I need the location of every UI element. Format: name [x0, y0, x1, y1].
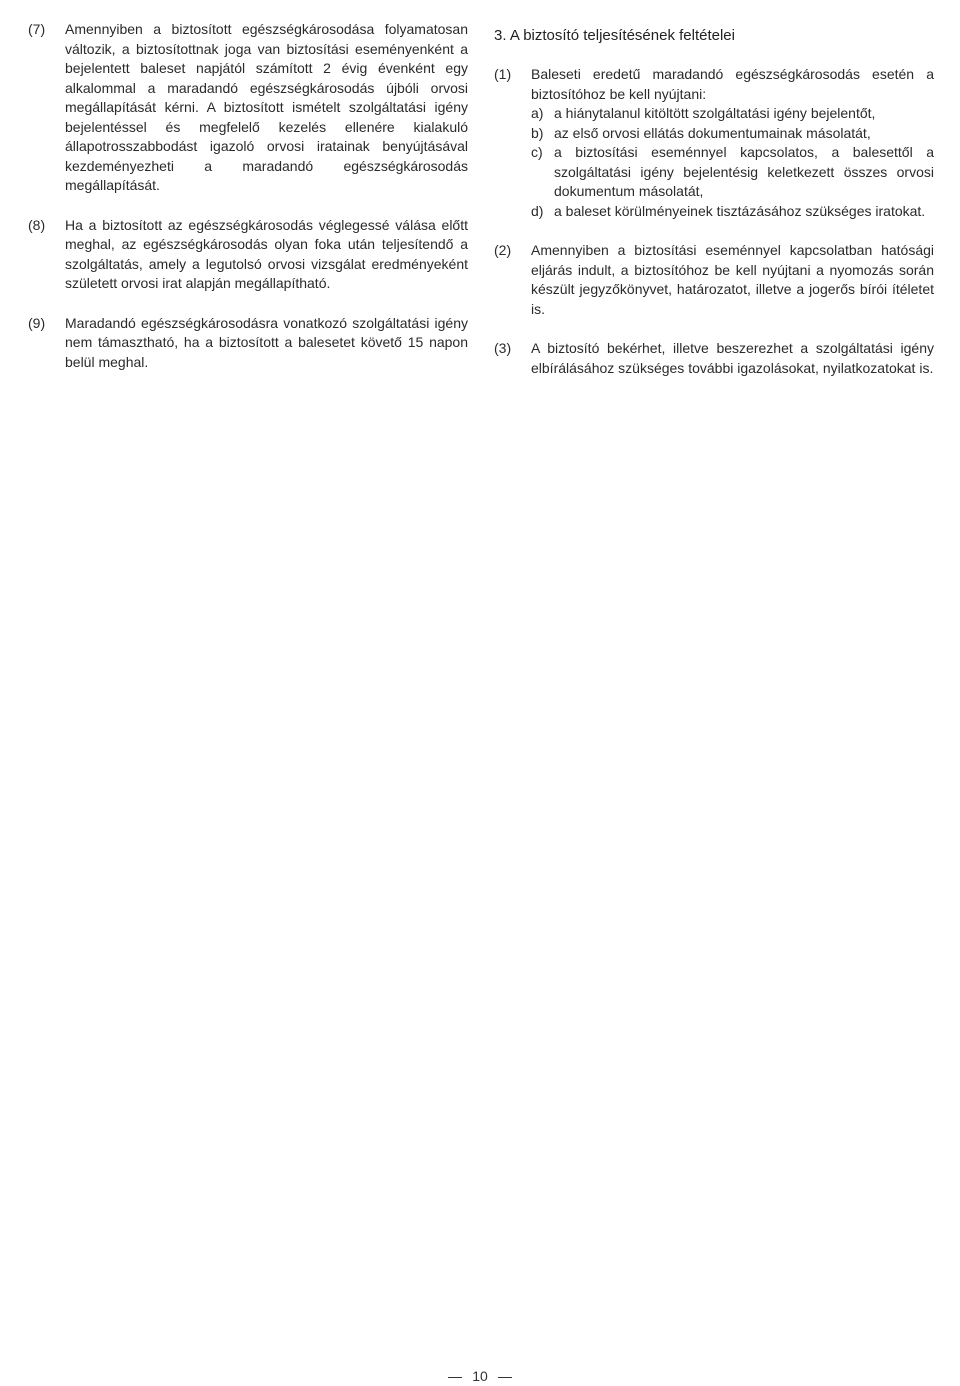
paragraph-number: (2)	[494, 242, 512, 258]
paragraph-number: (1)	[494, 66, 512, 82]
paragraph-2	[494, 241, 934, 319]
paragraph-text: Maradandó egészségkárosodásra vonatkozó szolgáltatási igény nem támasztható, ha a biztosított a balesetet követő 15 napon belül meghal.	[65, 314, 468, 370]
footer-dash-right	[498, 1377, 512, 1378]
paragraph-7	[28, 20, 468, 196]
paragraph-intro: Baleseti eredetű maradandó egészségkárosodás esetén a biztosítóhoz be kell nyújtani:	[531, 66, 934, 102]
list-item-letter: c)	[531, 144, 543, 160]
list-item-letter: d)	[531, 202, 544, 219]
paragraph-body	[531, 65, 934, 221]
footer-dash-left	[448, 1377, 462, 1378]
paragraph-9	[28, 314, 468, 373]
paragraph-number: (3)	[494, 340, 512, 356]
paragraph-text: Amennyiben a biztosított egészségkárosodása folyamatosan változik, a biztosítottnak joga van biztosítási eseményenként a bejelentett baleset napjától számított 2 évig évenként egy alkalommal a maradandó egészségkárosodás újbóli orvosi megállapítását kérni. A biztosított ismételt szolgáltatási igény bejelentéssel és megfelelő kezelés ellenére kialakuló állapotrosszabbodást igazoló orvosi iratainak benyújtásával kezdeményezheti a maradandó egészségkárosodás megállapítását.	[65, 21, 468, 193]
paragraph-text: A biztosító bekérhet, illetve beszerezhet a szolgáltatási igény elbírálásához szükséges további igazolásokat, nyilatkozatokat is.	[531, 340, 934, 376]
list-item	[531, 143, 934, 202]
paragraph-8	[28, 216, 468, 294]
list-item-text: a biztosítási eseménnyel kapcsolatos, a balesettől a szolgáltatási igény bejelentésig keletkezett összes orvosi dokumentum másolatát,	[554, 144, 934, 199]
paragraph-text: Ha a biztosított az egészségkárosodás véglegessé válása előtt meghal, az egészségkárosodás olyan foka után teljesítendő a szolgáltatás, amely a legutolsó orvosi vizsgálat eredményeként született orvosi irat alapján megállapítható.	[65, 216, 468, 291]
paragraph-number: (7)	[28, 21, 46, 37]
right-column	[494, 20, 934, 398]
requirement-list	[531, 104, 934, 221]
paragraph-text: Amennyiben a biztosítási eseménnyel kapcsolatban hatósági eljárás indult, a biztosítóhoz be kell nyújtani a nyomozás során készült jegyzőkönyvet, határozatot, illetve a jogerős bírói ítéletet is.	[531, 242, 934, 317]
list-item-text: a baleset körülményeinek tisztázásához szükséges iratokat.	[554, 202, 926, 219]
list-item	[531, 202, 934, 222]
paragraph-1	[494, 65, 934, 221]
page-footer	[0, 1368, 960, 1384]
list-item	[531, 104, 934, 124]
paragraph-number: (9)	[28, 314, 46, 331]
page-number: 10	[472, 1368, 488, 1384]
left-column	[28, 20, 468, 392]
list-item	[531, 124, 934, 144]
paragraph-3	[494, 339, 934, 378]
list-item-text: a hiánytalanul kitöltött szolgáltatási igény bejelentőt,	[554, 105, 876, 121]
paragraph-number: (8)	[28, 216, 46, 233]
list-item-letter: b)	[531, 124, 544, 141]
list-item-text: az első orvosi ellátás dokumentumainak másolatát,	[554, 124, 871, 141]
section-title: 3. A biztosító teljesítésének feltételei	[494, 27, 735, 44]
list-item-letter: a)	[531, 105, 544, 121]
